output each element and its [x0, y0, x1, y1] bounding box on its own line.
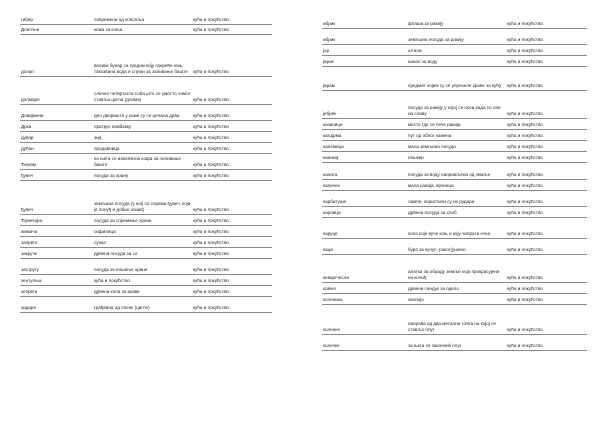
- description-cell: посуда за ракију у којој се носи када се оне на славу: [406, 90, 506, 118]
- category-cell: кућа и покућство: [192, 76, 272, 104]
- table-row: [20, 247, 272, 258]
- description-cell: део дворишта у коме су се цепала дрва: [92, 104, 192, 120]
- description-cell: предмет којим су се упрезале краве за кућу: [406, 66, 506, 90]
- description-cell: за њега се закачинѐ плуг: [406, 334, 506, 350]
- term-cell: запреге: [20, 236, 92, 247]
- table-row: [20, 14, 272, 24]
- description-cell: штала: [406, 44, 506, 55]
- table-row: [322, 190, 587, 206]
- table-row: [20, 225, 272, 236]
- table-row: [322, 179, 587, 190]
- term-cell: јарак: [322, 55, 406, 66]
- category-cell: кућа и покућство: [506, 44, 587, 55]
- glossary-table-right: [322, 14, 587, 351]
- category-cell: кућа и покућство: [506, 254, 587, 282]
- category-cell: кућа и покућство: [506, 190, 587, 206]
- table-row: [322, 140, 587, 151]
- category-cell: кућа и покућство: [506, 293, 587, 304]
- category-cell: кућа и покућство: [506, 129, 587, 140]
- category-cell: кућа и покућство: [192, 225, 272, 236]
- description-cell: мала земљана посуда: [406, 140, 506, 151]
- category-cell: кућа и покућство: [506, 162, 587, 179]
- term-cell: кевар/чесла: [322, 254, 406, 282]
- category-cell: кућа и покућство: [506, 90, 587, 118]
- term-cell: жимача: [20, 225, 92, 236]
- description-cell: земљана посуда за ракију: [406, 28, 506, 44]
- description-cell: сунка: [92, 236, 192, 247]
- table-row: [322, 282, 587, 293]
- term-cell: зепрега: [20, 285, 92, 296]
- description-cell: посуда за храну: [92, 169, 192, 180]
- category-cell: кућа и покућство: [506, 304, 587, 334]
- category-cell: кућа и покућство: [192, 247, 272, 258]
- description-cell: лампе, користили су их рудари: [406, 190, 506, 206]
- description-cell: грађевна од опеке (цигле): [92, 296, 192, 312]
- category-cell: кућа и покућство: [506, 28, 587, 44]
- table-row: [322, 129, 587, 140]
- table-row: [322, 44, 587, 55]
- term-cell: ибрик: [322, 28, 406, 44]
- table-row: [20, 24, 272, 34]
- description-cell: велики бунар са гредом коју покреће коњ, такозвана вода и служи за заливање баште: [92, 34, 192, 76]
- term-cell: Доелчни: [20, 24, 92, 34]
- description-cell: пратрус комбакку: [92, 120, 192, 131]
- category-cell: кућа и покућство: [192, 236, 272, 247]
- table-row: [20, 169, 272, 180]
- table-row: [322, 118, 587, 129]
- term-cell: јарам: [322, 66, 406, 90]
- description-cell: дрвена кола за краве: [92, 285, 192, 296]
- term-cell: Довајмени: [20, 104, 92, 120]
- category-cell: кућа и покућство: [192, 285, 272, 296]
- table-row: [20, 76, 272, 104]
- category-cell: кућа и покућство: [506, 282, 587, 293]
- table-row: [20, 131, 272, 142]
- category-cell: кућа и покућство: [192, 24, 272, 34]
- term-cell: јор: [322, 44, 406, 55]
- description-cell: дрвена посуда за со: [92, 247, 192, 258]
- table-row: [322, 28, 587, 44]
- category-cell: кућа и покућство: [192, 274, 272, 285]
- term-cell: јебрек: [322, 90, 406, 118]
- term-cell: Ђувечара: [20, 214, 92, 225]
- category-cell: кућа и покућство: [506, 66, 587, 90]
- term-cell: ђувеч: [20, 169, 92, 180]
- category-cell: кућа и покућство: [506, 14, 587, 28]
- category-cell: кућа и покућство: [506, 206, 587, 217]
- table-row: [20, 296, 272, 312]
- term-cell: карбитуше: [322, 190, 406, 206]
- description-cell: кожа за коња: [92, 24, 192, 34]
- description-cell: сифилица: [92, 225, 192, 236]
- term-cell: калемица: [322, 140, 406, 151]
- description-cell: кућа и покућство: [92, 274, 192, 285]
- table-row: [322, 151, 587, 162]
- term-cell: карлица: [322, 206, 406, 217]
- description-cell: земљана посуда (у њој се спрема ђувеч, који је понуђ и добио назив): [92, 180, 192, 214]
- description-cell: мала капија, врачица: [406, 179, 506, 190]
- description-cell: посуда за ношење хране: [92, 258, 192, 274]
- table-row: [322, 254, 587, 282]
- glossary-table-left-body: [20, 14, 272, 312]
- description-cell: из њега се извлачила кофа за поливање баште: [92, 153, 192, 169]
- term-cell: калдрма: [322, 129, 406, 140]
- term-cell: ковчег: [322, 282, 406, 293]
- table-row: [20, 153, 272, 169]
- table-row: [20, 142, 272, 153]
- term-cell: гибер: [20, 14, 92, 24]
- description-cell: дрвена посуда за хлеб: [406, 206, 506, 217]
- category-cell: кућа и покућство: [506, 140, 587, 151]
- category-cell: кућа и покућство: [192, 214, 272, 225]
- description-cell: повремени од конопља: [92, 14, 192, 24]
- term-cell: каца: [322, 238, 406, 254]
- category-cell: кућа и покућство: [506, 151, 587, 162]
- category-cell: кућа и покућство: [192, 153, 272, 169]
- description-cell: пешкир: [406, 151, 506, 162]
- term-cell: ђувеч: [20, 180, 92, 214]
- description-cell: дрвени сандук за одело: [406, 282, 506, 293]
- category-cell: кућа и покућство: [192, 14, 272, 24]
- category-cell: кућа и покућство: [192, 104, 272, 120]
- table-row: [20, 236, 272, 247]
- description-cell: направа од два метална точка на којој се стављо плуг: [406, 304, 506, 334]
- description-cell: место где се пече ракија: [406, 118, 506, 129]
- category-cell: кућа и покућство: [192, 180, 272, 214]
- description-cell: пут од облог камена: [406, 129, 506, 140]
- table-row: [322, 304, 587, 334]
- term-cell: ибрик: [322, 14, 406, 28]
- category-cell: кућа и покућство: [506, 334, 587, 350]
- table-row: [322, 90, 587, 118]
- description-cell: продавница: [92, 142, 192, 153]
- term-cell: каната: [322, 162, 406, 179]
- table-row: [20, 34, 272, 76]
- term-cell: коленика: [322, 293, 406, 304]
- description-cell: посуда за спремање хране: [92, 214, 192, 225]
- table-row: [20, 180, 272, 214]
- term-cell: каникај: [322, 151, 406, 162]
- table-row: [322, 293, 587, 304]
- category-cell: кућа и покућство: [506, 179, 587, 190]
- description-cell: алатка за обраду земље која прокрасујени на кочиђ: [406, 254, 506, 282]
- table-row: [322, 334, 587, 350]
- category-cell: кућа и покућство: [192, 296, 272, 312]
- term-cell: долап: [20, 34, 92, 76]
- category-cell: кућа и покућство: [192, 131, 272, 142]
- table-row: [20, 258, 272, 274]
- description-cell: зид: [92, 131, 192, 142]
- category-cell: кућа и покућство: [506, 238, 587, 254]
- term-cell: колечке: [322, 334, 406, 350]
- term-cell: зентулња: [20, 274, 92, 285]
- category-cell: кућа и покућство: [192, 169, 272, 180]
- term-cell: зидаре: [20, 296, 92, 312]
- description-cell: скилија: [406, 293, 506, 304]
- term-cell: закручк: [20, 247, 92, 258]
- term-cell: коленке: [322, 304, 406, 334]
- description-cell: буре за купус, раког(ушено.: [406, 238, 506, 254]
- table-row: [20, 120, 272, 131]
- description-cell: канал за воду: [406, 55, 506, 66]
- table-row: [322, 162, 587, 179]
- category-cell: кућа и покућство: [506, 55, 587, 66]
- glossary-table-left: [20, 14, 272, 313]
- term-cell: долмаре: [20, 76, 92, 104]
- term-cell: Ђерам: [20, 153, 92, 169]
- description-cell: кола које вуче коњ и коју чипрати нчка: [406, 217, 506, 238]
- table-row: [322, 206, 587, 217]
- term-cell: застругу: [20, 258, 92, 274]
- category-cell: кућа и покућство: [192, 142, 272, 153]
- category-cell: кућа и покућство: [192, 258, 272, 274]
- table-row: [20, 274, 272, 285]
- table-row: [322, 14, 587, 28]
- category-cell: кућа и покућство: [192, 120, 272, 131]
- glossary-table-right-body: [322, 14, 587, 350]
- term-cell: дувар: [20, 131, 92, 142]
- table-row: [20, 214, 272, 225]
- term-cell: Дрка: [20, 120, 92, 131]
- category-cell: кућа и покућство: [506, 217, 587, 238]
- table-row: [20, 104, 272, 120]
- description-cell: посуда за воду направљена од земље: [406, 162, 506, 179]
- description-cell: флаша за ракију: [406, 14, 506, 28]
- table-row: [322, 66, 587, 90]
- category-cell: кућа и покућство: [192, 34, 272, 76]
- term-cell: капичек: [322, 179, 406, 190]
- category-cell: кућа и покућство: [506, 118, 587, 129]
- table-row: [322, 55, 587, 66]
- term-cell: дућан: [20, 142, 92, 153]
- description-cell: слично четвртаста соба што се уместо чамог ставља цигла (долма): [92, 76, 192, 104]
- term-cell: каруце: [322, 217, 406, 238]
- table-row: [322, 217, 587, 238]
- table-row: [20, 285, 272, 296]
- term-cell: казанице: [322, 118, 406, 129]
- table-row: [322, 238, 587, 254]
